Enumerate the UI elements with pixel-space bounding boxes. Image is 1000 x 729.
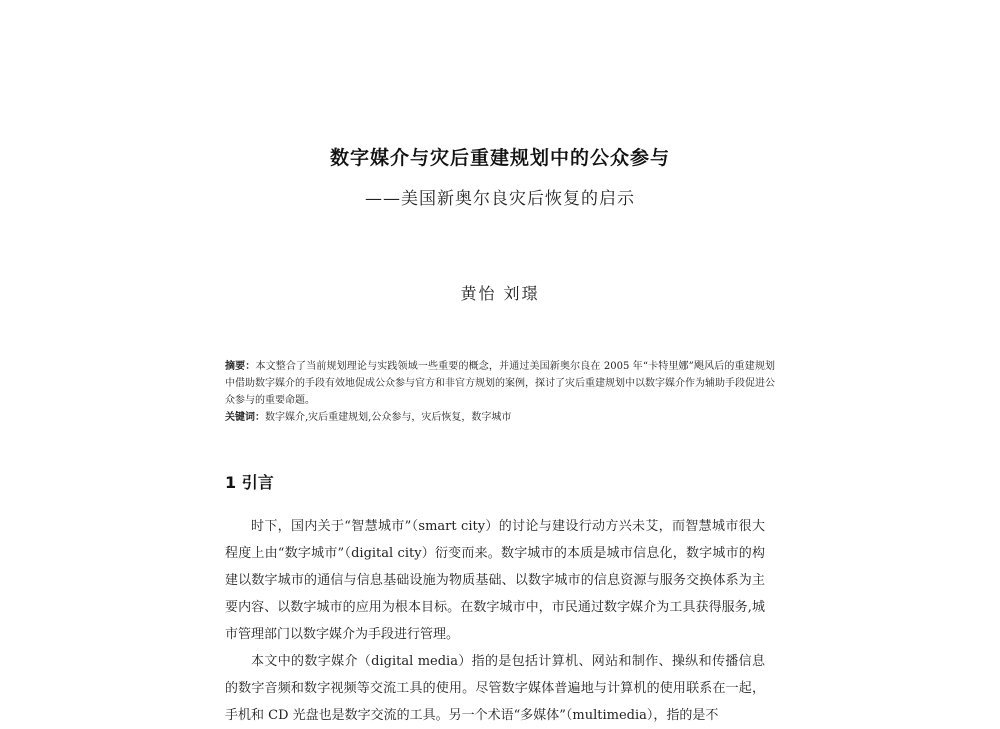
body-text	[225, 513, 765, 729]
abstract	[225, 358, 775, 409]
paper-subtitle: ——美国新奥尔良灾后恢复的启示	[365, 189, 635, 209]
paragraph: 本文中的数字媒介（digital media）指的是包括计算机、网站和制作、操纵和传播信息的数字音频和数字视频等交流工具的使用。尽管数字媒体普遍地与计算机的使用联系在一起，手机和 CD 光盘也是数字交流的工具。另一个术语“多媒体”（multimedia），指的是不	[225, 654, 765, 723]
keywords-label: 关键词：	[225, 412, 265, 423]
abstract-label: 摘要：	[225, 361, 256, 372]
keywords-text: 数字媒介,灾后重建规划,公众参与，灾后恢复，数字城市	[265, 412, 512, 423]
section-heading: 1 引言	[225, 473, 274, 492]
paper-authors: 黄怡 刘璟	[460, 284, 540, 303]
keywords	[225, 409, 775, 426]
abstract-text: 本文整合了当前规划理论与实践领域一些重要的概念，并通过美国新奥尔良在 2005 年“卡特里娜”飓风后的重建规划中借助数字媒介的手段有效地促成公众参与官方和非官方规划的案例，探讨了灾后重建规划中以数字媒介作为辅助手段促进公众参与的重要命题。	[225, 361, 776, 406]
paper-title: 数字媒介与灾后重建规划中的公众参与	[329, 147, 670, 169]
paragraph: 时下，国内关于“智慧城市”（smart city）的讨论与建设行动方兴未艾，而智慧城市很大程度上由“数字城市”（digital city）衍变而来。数字城市的本质是城市信息化，数字城市的构建以数字城市的通信与信息基础设施为物质基础、以数字城市的信息资源与服务交换体系为主要内容、以数字城市的应用为根本目标。在数字城市中，市民通过数字媒介为工具获得服务,城市管理部门以数字媒介为手段进行管理。	[225, 519, 765, 642]
